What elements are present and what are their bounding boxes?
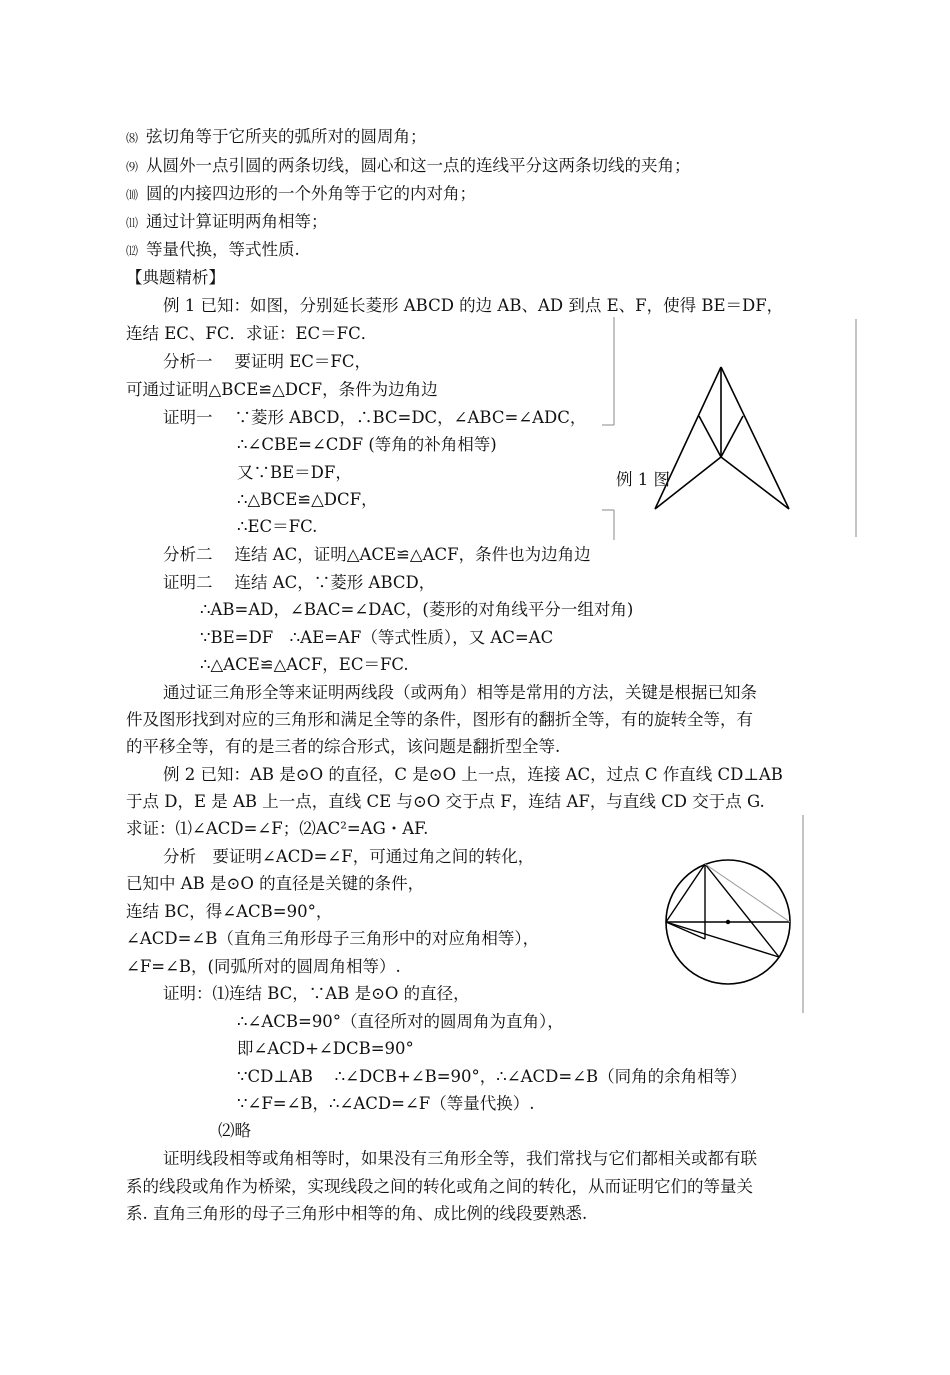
- ex1-proof2: [163, 572, 435, 594]
- list-text: 等量代换，等式性质.: [146, 240, 300, 259]
- list-number: ⑿: [126, 244, 139, 258]
- ex2-analysis-line5: ∠F=∠B，(同弧所对的圆周角相等）.: [126, 957, 401, 976]
- analysis2-heading: 分析二: [163, 545, 213, 564]
- list-text: 从圆外一点引圆的两条切线，圆心和这一点的连线平分这两条切线的夹角；: [146, 156, 691, 175]
- ex1-proof2-line2: ∵BE=DF ∴AE=AF（等式性质），又 AC=AC: [200, 628, 554, 647]
- ex1-figure-label: 例 1 图: [616, 470, 670, 489]
- list-number: ⑻: [126, 131, 139, 145]
- ex2-statement-line1: 例 2 已知：AB 是⊙O 的直径，C 是⊙O 上一点，连接 AC，过点 C 作直线 CD⊥AB: [163, 765, 783, 784]
- ex2-analysis-line4: ∠ACD=∠B（直角三角形母子三角形中的对应角相等），: [126, 929, 540, 948]
- list-number: ⑼: [126, 160, 139, 174]
- ex1-proof1-line3: 又∵BE＝DF，: [237, 463, 352, 482]
- summary1-line2: 件及图形找到对应的三角形和满足全等的条件，图形有的翻折全等，有的旋转全等，有: [126, 710, 753, 729]
- fig2-chord-bc: [705, 864, 790, 922]
- list-item-11: [126, 211, 328, 234]
- analysis2-text: 连结 AC，证明△ACE≌△ACF，条件也为边角边: [234, 545, 591, 564]
- ex2-proof-line2: ∴∠ACB=90°（直径所对的圆周角为直角），: [237, 1012, 564, 1031]
- ex2-statement-line3: 求证：⑴∠ACD=∠F；⑵AC²=AG・AF.: [126, 819, 429, 838]
- ex1-proof2-line1: ∴AB=AD，∠BAC=∠DAC，(菱形的对角线平分一组对角): [200, 600, 634, 619]
- list-item-12: [126, 239, 300, 262]
- ex1-statement-line1: 例 1 已知：如图，分别延长菱形 ABCD 的边 AB、AD 到点 E、F，使得 BE＝DF，: [163, 296, 784, 315]
- ex2-analysis-line1: 分析 要证明∠ACD=∠F，可通过角之间的转化，: [163, 847, 535, 866]
- ex2-analysis-line2: 已知中 AB 是⊙O 的直径是关键的条件，: [126, 874, 425, 893]
- ex1-proof2-line3: ∴△ACE≌△ACF，EC＝FC.: [200, 655, 409, 674]
- fig2-center-point: [726, 920, 730, 924]
- list-number: ⑾: [126, 216, 139, 230]
- ex2-proof-line3: 即∠ACD+∠DCB=90°: [237, 1039, 414, 1058]
- section-heading: 【典题精析】: [126, 268, 225, 287]
- fig1-side-bc: [699, 416, 721, 457]
- ex1-analysis1: [163, 351, 371, 373]
- ex1-proof1-line4: ∴△BCE≌△DCF，: [237, 490, 378, 509]
- list-number: ⑽: [126, 188, 139, 202]
- list-item-9: [126, 155, 691, 178]
- ex2-figure: [655, 815, 805, 1015]
- ex1-proof1-line2: ∴∠CBE=∠CDF (等角的补角相等): [237, 435, 497, 454]
- summary2-line1: 证明线段相等或角相等时，如果没有三角形全等，我们常找与它们都相关或都有联: [163, 1149, 757, 1168]
- fig1-side-dc: [721, 416, 743, 457]
- fig2-line-cf: [705, 864, 779, 957]
- fig2-chord-ac: [666, 864, 705, 922]
- ex2-proof-line6: ⑵略: [218, 1121, 251, 1140]
- analysis1-text: 要证明 EC＝FC，: [234, 352, 371, 371]
- ex1-statement-line2: 连结 EC、FC．求证：EC＝FC．: [126, 324, 378, 343]
- ex2-statement-line2: 于点 D，E 是 AB 上一点，直线 CE 与⊙O 交于点 F，连结 AF，与直线 CD 交于点 G.: [126, 792, 765, 811]
- fig2-chord-af: [666, 922, 779, 957]
- list-text: 通过计算证明两角相等；: [146, 212, 328, 231]
- ex1-proof1-line5: ∴EC＝FC.: [237, 517, 318, 536]
- proof1-text: ∵菱形 ABCD，∴BC=DC，∠ABC=∠ADC，: [234, 408, 587, 427]
- ex1-analysis1-cont: 可通过证明△BCE≌△DCF，条件为边角边: [126, 380, 438, 399]
- proof1-heading: 证明一: [163, 408, 213, 427]
- list-text: 弦切角等于它所夹的弧所对的圆周角；: [146, 127, 427, 146]
- list-text: 圆的内接四边形的一个外角等于它的内对角；: [146, 184, 477, 203]
- proof2-text: 连结 AC，∵菱形 ABCD，: [234, 573, 436, 592]
- summary2-line2: 系的线段或角作为桥梁，实现线段之间的转化或角之间的转化，从而证明它们的等量关: [126, 1177, 753, 1196]
- ex1-figure: [600, 315, 860, 545]
- fig2-segment-g: [666, 922, 705, 939]
- analysis1-heading: 分析一: [163, 352, 213, 371]
- ex2-proof-line1: 证明：⑴连结 BC，∵AB 是⊙O 的直径，: [163, 984, 470, 1003]
- ex2-analysis-line3: 连结 BC，得∠ACB=90°，: [126, 902, 333, 921]
- fig1-segment-fc: [721, 457, 789, 509]
- ex2-proof-line4: ∵CD⊥AB ∴∠DCB+∠B=90°，∴∠ACD=∠B（同角的余角相等）: [237, 1067, 747, 1086]
- list-item-10: [126, 183, 476, 206]
- summary1-line3: 的平移全等，有的是三者的综合形式，该问题是翻折型全等.: [126, 737, 561, 756]
- ex1-proof1-line1: [163, 407, 586, 429]
- ex1-analysis2: [163, 544, 591, 566]
- ex2-proof-line5: ∵∠F=∠B，∴∠ACD=∠F（等量代换）.: [237, 1094, 535, 1113]
- list-item-8: [126, 126, 427, 149]
- summary2-line3: 系. 直角三角形的母子三角形中相等的角、成比例的线段要熟悉.: [126, 1204, 588, 1223]
- summary1-line1: 通过证三角形全等来证明两线段（或两角）相等是常用的方法，关键是根据已知条: [163, 683, 757, 702]
- proof2-heading: 证明二: [163, 573, 213, 592]
